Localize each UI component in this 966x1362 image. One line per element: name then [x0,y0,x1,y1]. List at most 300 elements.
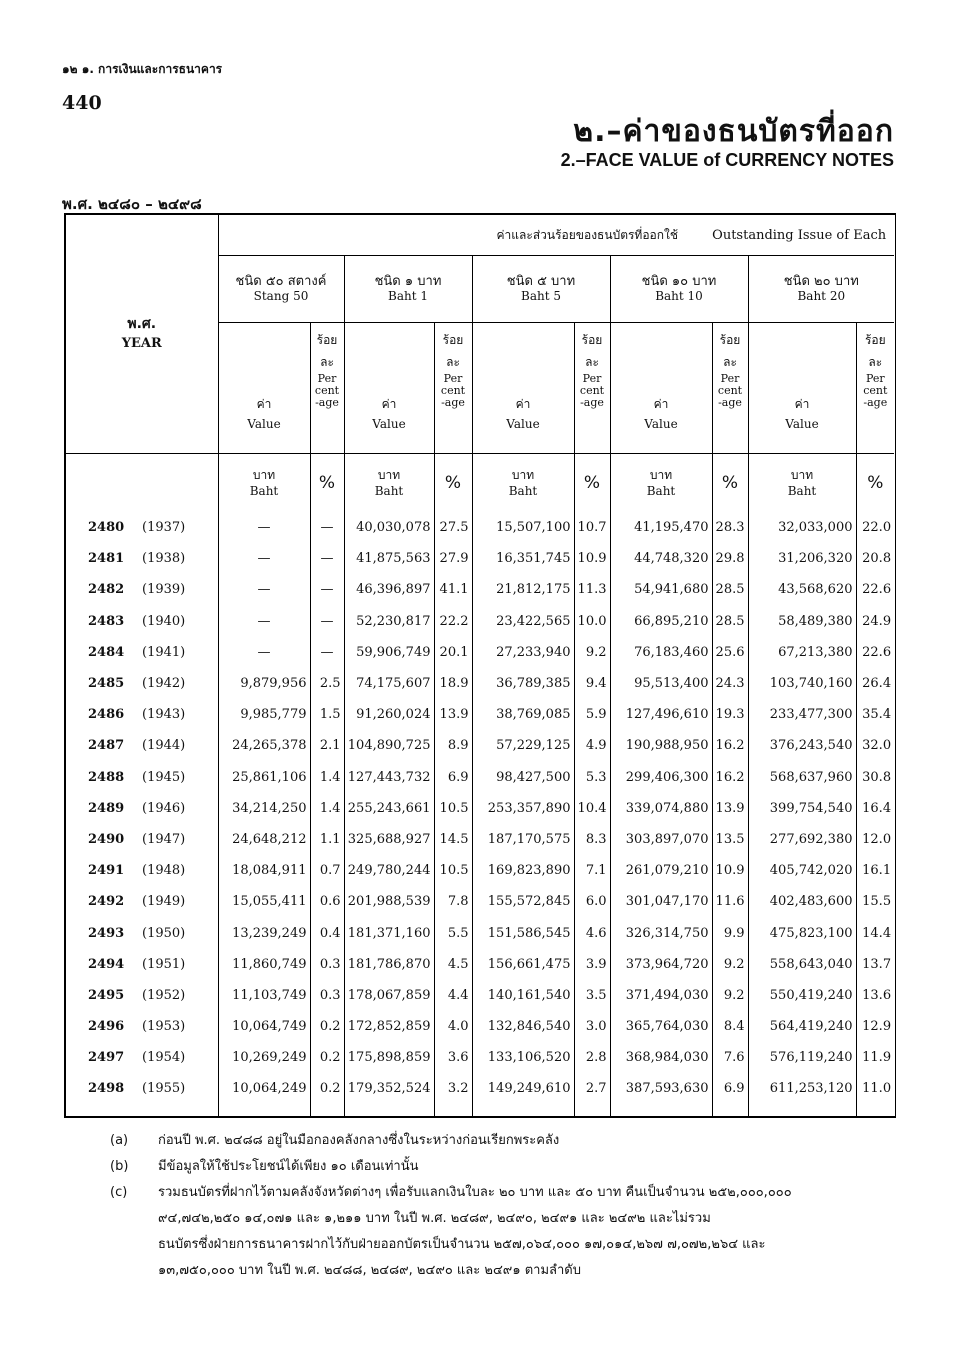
percent-cell: 14.5 [434,824,472,855]
percent-cell: — [310,512,344,543]
unit-thai: บาท [511,468,535,482]
percent-cell: 0.2 [310,1073,344,1104]
percent-thai: ร้อย [316,333,338,347]
percent-cell: 24.3 [712,668,748,699]
denomination-header [344,256,472,323]
footnote-label: (c) [110,1185,128,1200]
page-number: 440 [62,92,102,114]
year-buddhist-era: 2483 [88,613,125,629]
value-cell: 11,103,749 [218,980,310,1011]
value-cell: 132,846,540 [472,1011,574,1042]
value-cell: 104,890,725 [344,730,434,761]
footnote-line [110,1206,792,1232]
value-cell: 376,243,540 [748,730,856,761]
percent-cell: 3.2 [434,1073,472,1104]
percent-cell: 8.3 [574,824,610,855]
year-gregorian: (1946) [142,800,186,816]
percent-cell: 22.0 [856,512,894,543]
percent-english: cent [579,384,605,397]
year-gregorian: (1953) [142,1019,186,1035]
year-buddhist-era: 2486 [88,707,125,723]
percent-cell: 32.0 [856,730,894,761]
year-buddhist-era: 2487 [88,738,125,754]
table-row [66,855,894,886]
year-buddhist-era: 2498 [88,1081,125,1097]
denomination-english: Baht 10 [655,289,703,303]
period-thai: พ.ศ. ๒๔๘๐ – ๒๔๙๘ [62,195,202,213]
year-buddhist-era: 2497 [88,1050,125,1066]
year-header-english: YEAR [121,336,162,351]
percent-english: -age [315,396,339,409]
footnote-text: ๙๔,๗๔๒,๒๕๐ ๑๔,๐๗๑ และ ๑,๒๑๑ บาท ในปี พ.ศ. ๒๔๘๙, ๒๔๙๐, ๒๔๙๑ และ ๒๔๙๒ และไม่รวม [158,1211,711,1226]
percent-cell: 11.9 [856,1042,894,1073]
outstanding-issue-thai: ค่าและส่วนร้อยของธนบัตรที่ออกใช้ [496,227,679,242]
percent-cell: 4.4 [434,980,472,1011]
value-cell: 24,648,212 [218,824,310,855]
percent-thai: ละ [868,355,883,369]
percent-english: cent [314,384,340,397]
value-cell: — [218,543,310,574]
value-english: Value [372,417,406,431]
year-buddhist-era: 2488 [88,769,125,785]
value-cell: 9,985,779 [218,699,310,730]
value-cell: 179,352,524 [344,1073,434,1104]
percent-cell: 0.3 [310,980,344,1011]
value-cell: 371,494,030 [610,980,712,1011]
value-cell: 54,941,680 [610,574,712,605]
percent-cell: 9.9 [712,917,748,948]
value-cell: 576,119,240 [748,1042,856,1073]
value-cell: 399,754,540 [748,793,856,824]
percent-cell: 13.5 [712,824,748,855]
percent-cell: 24.9 [856,606,894,637]
value-cell: 98,427,500 [472,762,574,793]
denomination-english: Baht 20 [797,289,846,303]
percent-cell: 28.5 [712,606,748,637]
denomination-english: Baht 5 [521,289,561,303]
year-buddhist-era: 2491 [88,863,125,879]
unit-thai: บาท [377,468,401,482]
value-cell: 74,175,607 [344,668,434,699]
value-cell: 190,988,950 [610,730,712,761]
percent-cell: 10.7 [574,512,610,543]
percent-cell: 8.9 [434,730,472,761]
value-cell: 15,507,100 [472,512,574,543]
year-buddhist-era: 2482 [88,582,125,598]
year-gregorian: (1952) [142,987,186,1003]
percent-cell: 22.2 [434,606,472,637]
year-gregorian: (1942) [142,676,186,692]
year-buddhist-era: 2485 [88,676,125,692]
percent-cell: 10.9 [574,543,610,574]
table-row [66,668,894,699]
percent-cell: 10.4 [574,793,610,824]
value-cell: 58,489,380 [748,606,856,637]
percent-symbol: % [721,472,739,493]
units-year-spacer [66,454,218,513]
value-cell: 52,230,817 [344,606,434,637]
year-gregorian: (1938) [142,551,186,567]
value-column-header [472,323,574,454]
year-gregorian: (1950) [142,925,186,941]
percent-cell: 19.3 [712,699,748,730]
denomination-header [610,256,748,323]
percent-english: -age [718,396,742,409]
footnote [110,1180,792,1284]
value-cell: 261,079,210 [610,855,712,886]
value-cell: — [218,606,310,637]
value-cell: 38,769,085 [472,699,574,730]
percent-cell: 3.5 [574,980,610,1011]
value-cell: 66,895,210 [610,606,712,637]
year-buddhist-era: 2496 [88,1019,125,1035]
percent-cell: 2.8 [574,1042,610,1073]
percent-cell: 6.9 [434,762,472,793]
value-cell: 181,371,160 [344,917,434,948]
value-cell: 387,593,630 [610,1073,712,1104]
percent-cell: 1.5 [310,699,344,730]
value-cell: 249,780,244 [344,855,434,886]
value-unit [472,454,574,513]
table-row [66,762,894,793]
value-cell: 10,269,249 [218,1042,310,1073]
currency-notes-table [64,213,896,1118]
denomination-thai: ชนิด ๑๐ บาท [641,274,717,289]
percent-cell: 4.9 [574,730,610,761]
footnotes [110,1128,792,1284]
value-cell: 27,233,940 [472,637,574,668]
year-buddhist-era: 2492 [88,894,125,910]
percent-english: cent [717,384,743,397]
percent-cell: 11.6 [712,886,748,917]
year-buddhist-era: 2481 [88,551,125,567]
value-thai: ค่า [256,397,272,411]
table-row [66,793,894,824]
percent-cell: 22.6 [856,574,894,605]
percent-cell: 41.1 [434,574,472,605]
value-cell: 31,206,320 [748,543,856,574]
percent-cell: 14.4 [856,917,894,948]
percent-cell: 10.9 [712,855,748,886]
percent-cell: 6.9 [712,1073,748,1104]
percent-thai: ละ [585,355,599,369]
value-cell: 59,906,749 [344,637,434,668]
value-cell: 36,789,385 [472,668,574,699]
percent-english: Per [317,372,337,385]
value-unit [748,454,856,513]
value-cell: 175,898,859 [344,1042,434,1073]
value-thai: ค่า [381,397,397,411]
value-cell: 133,106,520 [472,1042,574,1073]
value-column-header [218,323,310,454]
percent-column-header [434,323,472,454]
table-row [66,1073,894,1104]
value-cell: 550,419,240 [748,980,856,1011]
value-cell: 151,586,545 [472,917,574,948]
percent-cell: 12.9 [856,1011,894,1042]
denomination-english: Stang 50 [253,289,309,303]
value-cell: 402,483,600 [748,886,856,917]
percent-symbol: % [444,472,462,493]
percent-cell: 2.5 [310,668,344,699]
value-cell: 365,764,030 [610,1011,712,1042]
unit-english: Baht [508,484,538,498]
percent-cell: 0.7 [310,855,344,886]
value-cell: 41,195,470 [610,512,712,543]
percent-symbol: % [867,472,884,493]
year-gregorian: (1943) [142,707,186,723]
footnote-text: ก่อนปี พ.ศ. ๒๔๘๘ อยู่ในมือกองคลังกลางซึ่งในระหว่างก่อนเรียกพระคลัง [158,1133,560,1148]
percent-cell: 2.1 [310,730,344,761]
value-cell: 558,643,040 [748,949,856,980]
value-cell: 253,357,890 [472,793,574,824]
footnote-line [110,1232,792,1258]
value-cell: 339,074,880 [610,793,712,824]
year-buddhist-era: 2480 [88,520,125,536]
value-cell: 10,064,249 [218,1073,310,1104]
percent-cell: 35.4 [856,699,894,730]
year-gregorian: (1939) [142,582,186,598]
percent-thai: ละ [320,355,334,369]
percent-english: Per [443,372,463,385]
footnote-text: ธนบัตรซึ่งฝ่ายการธนาคารฝากไว้กับฝ่ายออกบัตรเป็นจำนวน ๒๕๗,๐๖๔,๐๐๐ ๑๗,๐๑๔,๒๖๗ ๗,๐๗๒,๒๖๔ และ [158,1237,766,1252]
value-cell: 326,314,750 [610,917,712,948]
year-header-thai: พ.ศ. [127,316,157,332]
value-cell: 57,229,125 [472,730,574,761]
value-cell: 11,860,749 [218,949,310,980]
percent-english: Per [720,372,740,385]
percent-cell: — [310,606,344,637]
year-gregorian: (1954) [142,1050,186,1066]
denomination-thai: ชนิด ๕ บาท [506,274,576,289]
percent-cell: 7.8 [434,886,472,917]
unit-english: Baht [374,484,404,498]
year-gregorian: (1940) [142,613,186,629]
percent-english: -age [863,396,888,409]
percent-unit [856,454,894,513]
percent-cell: 1.4 [310,793,344,824]
value-cell: 10,064,749 [218,1011,310,1042]
value-cell: 25,861,106 [218,762,310,793]
percent-cell: 0.3 [310,949,344,980]
percent-thai: ละ [446,355,460,369]
value-column-header [748,323,856,454]
percent-english: Per [582,372,602,385]
percent-cell: 9.2 [712,949,748,980]
percent-english: cent [440,384,466,397]
table-row [66,824,894,855]
value-cell: 67,213,380 [748,637,856,668]
year-gregorian: (1944) [142,738,186,754]
percent-cell: 16.2 [712,762,748,793]
value-cell: 32,033,000 [748,512,856,543]
table-row [66,980,894,1011]
denomination-header [472,256,610,323]
title-english: 2.–FACE VALUE of CURRENCY NOTES [560,150,894,170]
percent-unit [310,454,344,513]
value-cell: 475,823,100 [748,917,856,948]
percent-column-header [856,323,894,454]
table-row [66,543,894,574]
denomination-header [748,256,894,323]
value-cell: 155,572,845 [472,886,574,917]
footnote-line [110,1258,792,1284]
percent-unit [434,454,472,513]
title-thai: ๒.–ค่าของธนบัตรที่ออก [573,114,894,149]
percent-column-header [712,323,748,454]
year-buddhist-era: 2490 [88,831,125,847]
percent-cell: 1.1 [310,824,344,855]
value-cell: 127,443,732 [344,762,434,793]
unit-thai: บาท [790,468,814,482]
percent-cell: — [310,637,344,668]
percent-thai: ร้อย [581,333,603,347]
percent-thai: ละ [723,355,737,369]
value-cell: 34,214,250 [218,793,310,824]
percent-cell: 7.1 [574,855,610,886]
value-cell: 40,030,078 [344,512,434,543]
percent-cell: 9.4 [574,668,610,699]
value-cell: 95,513,400 [610,668,712,699]
year-gregorian: (1955) [142,1081,186,1097]
value-english: Value [785,417,819,431]
value-cell: 303,897,070 [610,824,712,855]
percent-english: -age [441,396,465,409]
percent-symbol: % [318,472,336,493]
value-cell: 301,047,170 [610,886,712,917]
value-cell: 405,742,020 [748,855,856,886]
value-cell: 15,055,411 [218,886,310,917]
footnote-label: (b) [110,1159,129,1174]
denomination-thai: ชนิด ๕๐ สตางค์ [235,274,327,289]
table-row [66,637,894,668]
value-cell: — [218,574,310,605]
table-row [66,1042,894,1073]
value-english: Value [644,417,678,431]
value-unit [344,454,434,513]
year-buddhist-era: 2484 [88,644,125,660]
percent-cell: 6.0 [574,886,610,917]
percent-cell: — [310,543,344,574]
year-header [66,215,218,454]
year-gregorian: (1947) [142,831,186,847]
percent-cell: 16.1 [856,855,894,886]
percent-cell: 0.4 [310,917,344,948]
percent-cell: 16.2 [712,730,748,761]
table-row [66,886,894,917]
footnote-text: รวมธนบัตรที่ฝากไว้ตามคลังจังหวัดต่างๆ เพื่อรับแลกเงินใบละ ๒๐ บาท และ ๕๐ บาท คืนเป็นจำนวน ๒๕๒,๐๐๐,๐๐๐ [158,1185,792,1200]
value-cell: 368,984,030 [610,1042,712,1073]
value-english: Value [506,417,540,431]
percent-cell: 5.5 [434,917,472,948]
percent-unit [574,454,610,513]
year-gregorian: (1948) [142,863,186,879]
percent-cell: 4.5 [434,949,472,980]
percent-cell: 9.2 [712,980,748,1011]
table-row [66,512,894,543]
table-bottom-spacer [66,1105,894,1117]
value-cell: 91,260,024 [344,699,434,730]
percent-english: -age [580,396,604,409]
percent-cell: 3.0 [574,1011,610,1042]
value-cell: 18,084,911 [218,855,310,886]
value-cell: 255,243,661 [344,793,434,824]
value-cell: 564,419,240 [748,1011,856,1042]
value-cell: 24,265,378 [218,730,310,761]
percent-cell: 3.6 [434,1042,472,1073]
percent-cell: 18.9 [434,668,472,699]
year-gregorian: (1945) [142,769,186,785]
percent-thai: ร้อย [864,333,886,347]
percent-cell: 8.4 [712,1011,748,1042]
denomination-thai: ชนิด ๑ บาท [374,274,442,289]
footnote [110,1128,792,1154]
value-cell: 76,183,460 [610,637,712,668]
value-cell: 299,406,300 [610,762,712,793]
year-gregorian: (1941) [142,644,186,660]
year-buddhist-era: 2489 [88,800,125,816]
value-cell: 172,852,859 [344,1011,434,1042]
percent-cell: 22.6 [856,637,894,668]
percent-thai: ร้อย [719,333,741,347]
percent-thai: ร้อย [442,333,464,347]
value-cell: 41,875,563 [344,543,434,574]
percent-cell: 4.6 [574,917,610,948]
percent-cell: 16.4 [856,793,894,824]
value-column-header [344,323,434,454]
percent-cell: 7.6 [712,1042,748,1073]
percent-cell: 5.3 [574,762,610,793]
percent-english: Per [865,372,885,385]
value-cell: 140,161,540 [472,980,574,1011]
value-cell: 13,239,249 [218,917,310,948]
year-buddhist-era: 2493 [88,925,125,941]
table-row [66,606,894,637]
year-gregorian: (1937) [142,520,186,536]
value-cell: 21,812,175 [472,574,574,605]
unit-english: Baht [249,484,279,498]
percent-cell: 12.0 [856,824,894,855]
year-buddhist-era: 2495 [88,987,125,1003]
unit-english: Baht [646,484,676,498]
percent-cell: 10.0 [574,606,610,637]
percent-cell: 10.5 [434,793,472,824]
footnote-line [110,1154,792,1180]
value-cell: 187,170,575 [472,824,574,855]
denomination-header [218,256,344,323]
value-cell: 201,988,539 [344,886,434,917]
percent-cell: 13.6 [856,980,894,1011]
percent-cell: 28.3 [712,512,748,543]
footnote-text: มีข้อมูลให้ใช้ประโยชน์ได้เพียง ๑๐ เดือนเท่านั้น [158,1159,419,1174]
value-cell: 44,748,320 [610,543,712,574]
percent-cell: 28.5 [712,574,748,605]
value-cell: — [218,512,310,543]
value-cell: 149,249,610 [472,1073,574,1104]
footnote-text: ๑๓,๗๕๐,๐๐๐ บาท ในปี พ.ศ. ๒๔๘๘, ๒๔๘๙, ๒๔๙๐ และ ๒๔๙๑ ตามลำดับ [158,1263,581,1278]
value-cell: 233,477,300 [748,699,856,730]
value-cell: 16,351,745 [472,543,574,574]
percent-cell: 4.0 [434,1011,472,1042]
percent-column-header [310,323,344,454]
percent-cell: — [310,574,344,605]
outstanding-issue-header [218,215,894,256]
value-cell: 373,964,720 [610,949,712,980]
year-gregorian: (1949) [142,894,186,910]
table-row [66,574,894,605]
value-cell: 169,823,890 [472,855,574,886]
value-english: Value [247,417,281,431]
